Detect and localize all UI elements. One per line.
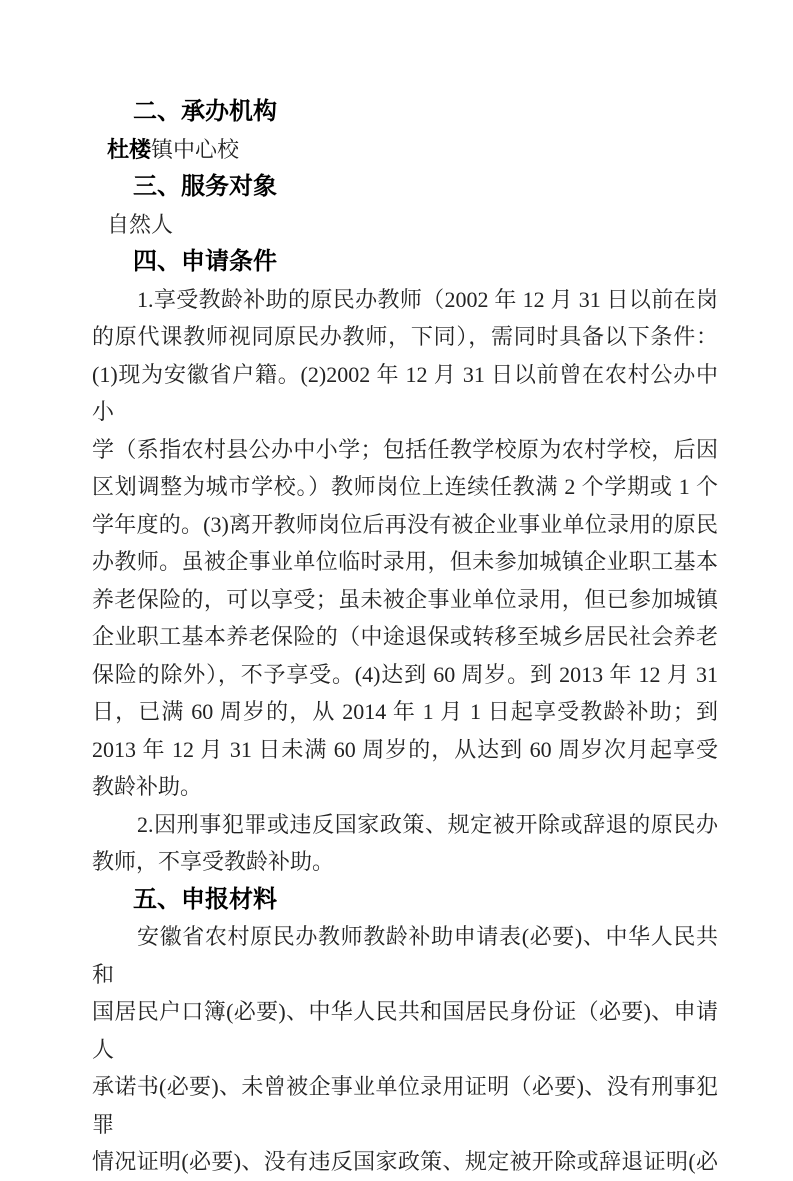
paragraph-line: 情况证明(必要)、没有违反国家政策、规定被开除或辞退证明(必	[92, 1149, 718, 1174]
paragraph-line: 保险的除外），不予享受。(4)达到 60 周岁。到 2013 年 12 月 31	[92, 661, 718, 687]
paragraph-line: 的原代课教师视同原民办教师，下同），需同时具备以下条件：	[92, 324, 718, 349]
paragraph-line: 教龄补助。	[92, 774, 203, 799]
paragraph-line: 企业职工基本养老保险的（中途退保或转移至城乡居民社会养老	[92, 624, 718, 649]
paragraph-line: 学年度的。(3)离开教师岗位后再没有被企业事业单位录用的原民	[92, 511, 718, 537]
paragraph-line: 承诺书(必要)、未曾被企事业单位录用证明（必要)、没有刑事犯罪	[92, 1074, 718, 1137]
paragraph-line: 国居民户口簿(必要)、中华人民共和国居民身份证（必要)、申请人	[92, 999, 718, 1062]
paragraph-line: 养老保险的，可以享受；虽未被企事业单位录用，但已参加城镇	[92, 586, 718, 612]
field-value-text: 镇中心校	[151, 136, 240, 162]
field-value-text: 自然人	[107, 211, 174, 237]
paragraph-line: 办教师。虽被企事业单位临时录用，但未参加城镇企业职工基本	[92, 549, 718, 574]
paragraph-line: (1)现为安徽省户籍。(2)2002 年 12 月 31 日以前曾在农村公办中小	[92, 361, 718, 424]
paragraph-line: 2.因刑事犯罪或违反国家政策、规定被开除或辞退的原民办	[137, 811, 718, 837]
section-heading: 五、申报材料	[133, 885, 277, 913]
paragraph	[92, 918, 718, 1181]
section-heading: 二、承办机构	[133, 98, 277, 125]
field-value-line	[92, 206, 718, 244]
paragraph-line: 教师，不享受教龄补助。	[92, 849, 335, 874]
paragraph-line: 1.享受教龄补助的原民办教师（2002 年 12 月 31 日以前在岗	[137, 286, 718, 312]
section-heading: 三、服务对象	[133, 173, 277, 200]
paragraph-line: 安徽省农村原民办教师教龄补助申请表(必要)、中华人民共和	[92, 924, 718, 987]
paragraph-line: 2013 年 12 月 31 日未满 60 周岁的，从达到 60 周岁次月起享受	[92, 736, 718, 762]
paragraph-line: 学（系指农村县公办中小学；包括任教学校原为农村学校，后因	[92, 436, 718, 462]
section-heading: 四、申请条件	[133, 248, 277, 275]
paragraph-line: 日，已满 60 周岁的，从 2014 年 1 月 1 日起享受教龄补助；到	[92, 699, 718, 724]
paragraph-line: 区划调整为城市学校。）教师岗位上连续任教满 2 个学期或 1 个	[92, 474, 718, 499]
paragraph	[92, 281, 718, 806]
field-value-line	[92, 131, 718, 169]
paragraph	[92, 806, 718, 881]
field-value-bold: 杜楼	[107, 136, 152, 162]
